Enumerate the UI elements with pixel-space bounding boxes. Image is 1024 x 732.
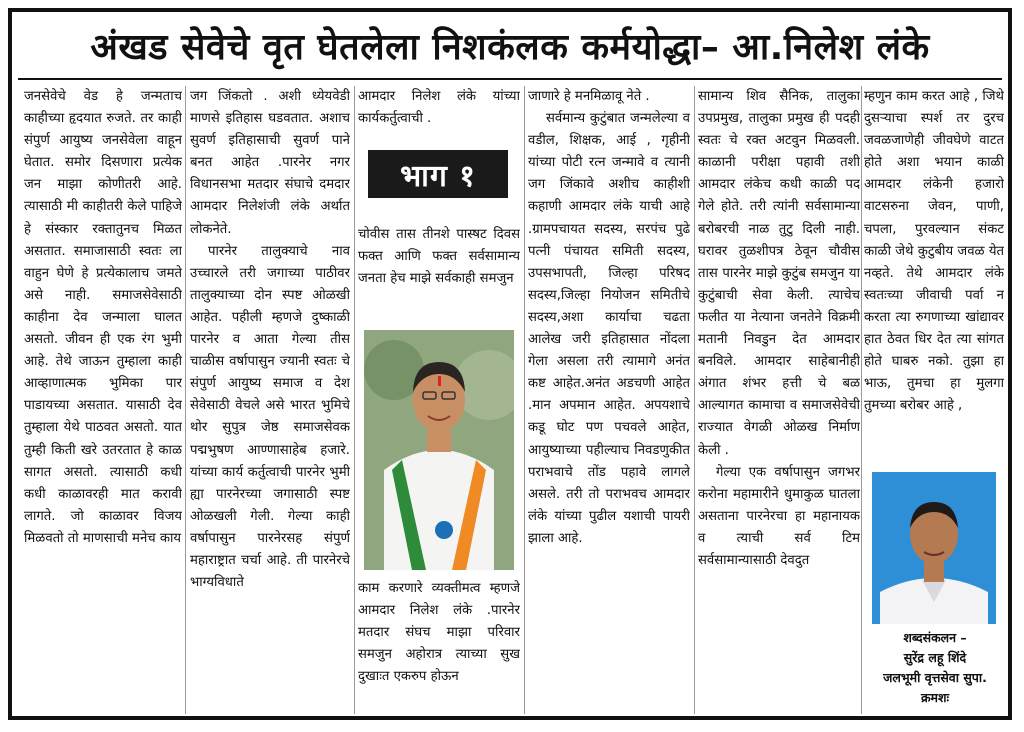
paragraph: जनसेवेचे वेड हे जन्मताच काहीच्या हृदयात रुजते. तर काही संपुर्ण आयुष्य जनसेवेला वाहून घेतात. समोर दिसणारा प्रत्येक जन माझा कोणीतरी आहे. त्यासाठी मी काहीतरी केले पाहिजे हे संस्कार रक्तातुनच मिळत असतात. समाजासाठी स्वतः ला वाहुन घेणे हे प्रत्येकालाच जमते असे नाही. समाजसेवेसाठी काहीना देव जन्माला घालत असतो. जीवन ही एक रंग भुमी आहे. तेथे जाऊन तुम्हाला काही आव्हाणात्मक भुमिका पार पाडायच्या असतात. यासाठी देव तुम्हाला येथे पाठवत असतो. यात तुम्ही किती खरे उतरतात हे काळ सागत असतो. त्यासाठी कधी कधी काळावरही मात करावी लागते. जो काळावर विजय मिळवतो तो माणसाची मनेच काय: [24, 89, 182, 546]
column-divider: [524, 86, 525, 714]
paragraph: काम करणारे व्यक्तीमत्व म्हणजे आमदार निलेश लंके .पारनेर मतदार संघच माझा परिवार समजुन अहोरात्र त्याच्या सुख दुखाःत एकरुप होऊन: [358, 581, 520, 685]
politician-photo: [364, 330, 514, 570]
paragraph: पारनेर तालुक्याचे नाव उच्चारले तरी जगाच्या पाठीवर तालुक्याच्या दोन स्पष्ट ओळखी आहेत. पहीली म्हणजे दुष्काळी पारनेर व आता गेल्या तीस चाळीस वर्षापासुन ज्यानी स्वतः चे संपुर्ण आयुष्य समाज व देश सेवेसाठी वेचले असे भारत भुमिचे थोर सुपुत्र जेष्ठ समाजसेवक पद्मभुषण आण्णासाहेब हजारे. यांच्या कार्य कर्तुत्वाची पारनेर भुमी ह्या पारनेरच्या जगासाठी स्पष्ट ओळखली गेली. गेल्या काही वर्षापासुन पारनेरसह संपुर्ण महाराष्ट्रात चर्चा आहे. ती पारनेरचे भाग्यविधाते: [190, 243, 350, 591]
reporter-photo: [872, 472, 996, 624]
byline-caption: [862, 628, 1008, 708]
caption-author: सुरेंद्र लहू शिंदे: [903, 650, 967, 665]
paragraph: चोवीस तास तीनशे पास्षट दिवस फक्त आणि फक्त सर्वसामान्य जनता हेच माझे सर्वकाही समजुन: [358, 227, 520, 287]
article-column-3-top: [358, 86, 520, 146]
paragraph: सर्वमान्य कुटुंबात जन्मलेल्या व वडील, शिक्षक, आई , गृहीनी यांच्या पोटी रत्न जन्मावे व त्यानी जग जिंकावे अशीच काहीशी कहाणी आमदार लंके याची आहे .ग्रामपचायत सदस्य, सरपंच पुढे पत्नी पंचायत समिती सदस्य, उपसभापती, जिल्हा परिषद सदस्य,जिल्हा नियोजन समितीचे सदस्य,अशा कार्याचा चढता आलेख जरी इतिहासात नोंदला गेला असला तरी त्यामागे अनंत कष्ट आहेत.अनंत अडचणी आहेत .मान अपमान आहेत. अपयशाचे कडू घोट पण पचवले आहेत, आयुष्याच्या पहील्याच निवडणुकीत पराभवाचे तोंड पहावे लागले असले. तरी तो पराभवच आमदार लंके यांच्या पुढील यशाची पायरी झाला आहे.: [528, 111, 690, 546]
headline: अंखड सेवेचे वृत घेतलेला निशकंलक कर्मयोद्धा– आ.निलेश लंके: [90, 26, 930, 68]
article-column-6: [864, 86, 1004, 464]
reporter-photo-illustration: [872, 472, 996, 624]
paragraph: जग जिंकतो . अशी ध्येयवेडी माणसे इतिहास घडवतात. अशाच सुवर्ण इतिहासाची सुवर्ण पाने बनत आहेत .पारनेर नगर विधानसभा मतदार संघाचे दमदार आमदार निलेशंजी लंके अर्थात लोकनेते.: [190, 89, 350, 237]
column-divider: [694, 86, 695, 714]
politician-photo-illustration: [364, 330, 514, 570]
caption-agency: जलभूमी वृत्तसेवा सुपा.: [883, 670, 987, 685]
caption-label: शब्दसंकलन –: [903, 630, 967, 645]
paragraph: सामान्य शिव सैनिक, तालुका उपप्रमुख, तालुका प्रमुख ही पदही स्वतः चे रक्त अटवुन मिळवली. काळानी परीक्षा पहावी तशी आमदार लंकेच कधी काळी पद गेले होते. तरी त्यांनी सर्वसामान्या बरोबरची नाळ तुटु दिली नाही. घरावर तुळशीपत्र ठेवून चौवीस तास पारनेर माझे कुटुंब समजुन या कुटुंबाची सेवा केली. त्याचेच फलीत या नेत्याना जनतेने विक्रमी मतानी निवडुन देत आमदार बनविले. आमदार साहेबानीही अंगात शंभर हत्ती चे बळ आल्यागत कामाचा व समाजसेवेची राज्यात वेगळी ओळख निर्माण केली .: [698, 89, 860, 458]
column-divider: [861, 86, 862, 714]
article-column-5: [698, 86, 860, 714]
headline-rule: [18, 78, 1002, 80]
paragraph: आमदार निलेश लंके यांच्या कार्यकर्तुत्वाची .: [358, 89, 520, 127]
article-column-3-middle: [358, 224, 520, 324]
article-column-4: [528, 86, 690, 714]
paragraph: जाणारे हे मनमिळावू नेते .: [528, 89, 650, 104]
column-divider: [185, 86, 186, 714]
paragraph: म्हणुन काम करत आहे , जिथे दुसऱ्याचा स्पर्श तर दुरच जवळजाणेही जीवघेणे वाटत होते अशा भयान काळी आमदार लंकेनी हजारो वाटसरुना जेवन, पाणी, चपला, पुरवल्यान संकट काळी जेथे कुटुबीय जवळ येत नव्हते. तेथे आमदार लंके स्वतःच्या जीवाची पर्वा न करता त्या रुगणाच्या खांद्यावर हात ठेवत धिर देत त्या सांगत होते घाबरु नको. तुझा हा भाऊ, तुमचा हा मुलगा तुमच्या बरोबर आहे ,: [864, 89, 1004, 414]
article-column-1: [24, 86, 182, 714]
article-column-2: [190, 86, 350, 714]
caption-continued: क्रमशः: [920, 690, 950, 705]
paragraph: गेल्या एक वर्षापासुन जगभर करोना महामारीने धुमाकुळ घातला असताना पारनेरचा हा महानायक व त्याची सर्व टिम सर्वसामान्यासाठी देवदुत: [698, 464, 860, 568]
newspaper-clipping: [8, 8, 1012, 720]
part-badge: भाग १: [368, 150, 508, 198]
article-column-3-bottom: [358, 578, 520, 714]
column-divider: [354, 86, 355, 714]
